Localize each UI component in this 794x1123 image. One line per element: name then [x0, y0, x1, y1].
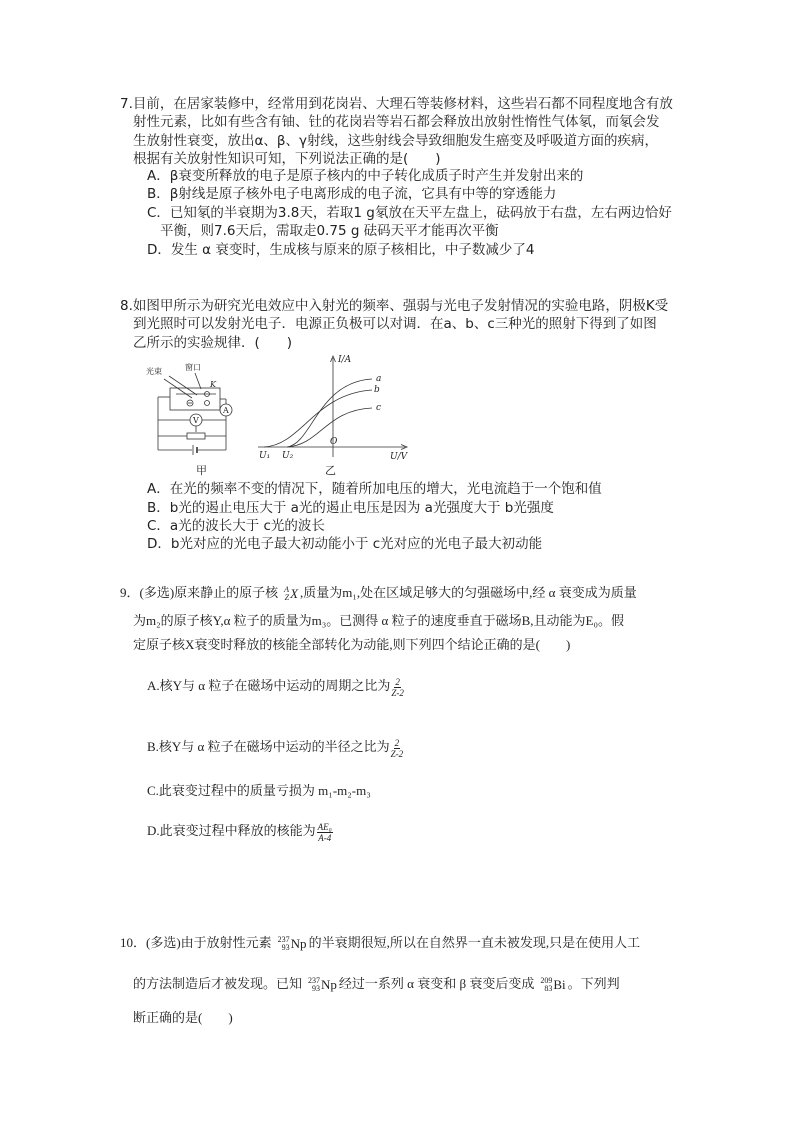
q10-stem-line [133, 974, 620, 995]
denominator: A-4 [318, 832, 332, 843]
option-text: D.此衰变过程中释放的核能为 [147, 823, 316, 838]
q7-option-c-continued: 平衡，则7.6天后，需取走0.75 g 砝码天平才能再次平衡 [160, 223, 499, 239]
fraction [317, 822, 333, 843]
rheostat [187, 433, 205, 439]
nuclide-x [284, 584, 298, 604]
atomic-number: 93 [281, 943, 290, 953]
q8-option-d: D．b光对应的光电子最大初动能小于 c光对应的光电子最大初动能 [147, 536, 543, 552]
numerator: 2 [394, 737, 400, 748]
nuclide-numbers [278, 936, 290, 952]
mass-number: 237 [308, 976, 321, 986]
origin-label: O [330, 437, 338, 447]
curve-c-label: c [376, 403, 382, 413]
fraction [391, 677, 404, 698]
option-text: B.核Y与 α 粒子在磁场中运动的半径之比为 [147, 739, 390, 754]
u2-label: U₂ [282, 451, 294, 461]
q8-figure [140, 352, 420, 480]
q9-stem-text: 9．(多选)原来静止的原子核 [120, 585, 279, 600]
q7-option-d: D．发生 α 衰变时，生成核与原来的原子核相比，中子数减少了4 [147, 242, 535, 258]
q9-option-c: C.此衰变过程中的质量亏损为 m₁-m₂-m₃ [147, 783, 371, 798]
q10-stem-line [120, 933, 640, 954]
q9-stem-text: ,质量为m₁,处在区域足够大的匀强磁场中,经 α 衰变成为质量 [300, 585, 637, 600]
anode-electrode [205, 401, 210, 406]
q7-stem-line: 生放射性衰变，放出α、β、γ射线，这些射线会导致细胞发生癌变及呼吸道方面的疾病， [133, 133, 659, 149]
option-text: A.核Y与 α 粒子在磁场中运动的周期之比为 [147, 678, 391, 693]
curve-b-label: b [374, 385, 380, 395]
q7-option-c: C．已知氡的半衰期为3.8天，若取1 g氡放在天平左盘上，砝码放于右盘，左右两边恰好 [147, 205, 672, 221]
q9-stem-line [120, 583, 637, 604]
q9-option-d [147, 817, 333, 845]
atomic-number: 93 [312, 984, 321, 994]
q9-stem-line: 定原子核X衰变时释放的核能全部转化为动能,则下列四个结论正确的是( ) [133, 637, 571, 652]
q10-stem-text: 的方法制造后才被发现。已知 [133, 976, 303, 991]
window-pointer-line [195, 373, 201, 389]
q8-stem-line: 8.如图甲所示为研究光电效应中入射光的频率、强弱与光电子发射情况的实验电路，阴极K受 [120, 298, 669, 314]
photoelectric-circuit-diagram [158, 373, 232, 455]
numerator: AE₀ [317, 821, 332, 832]
denominator: Z-2 [390, 748, 404, 759]
q8-option-c: C．a光的波长大于 c光的波长 [147, 518, 325, 534]
mass-number: 237 [277, 935, 290, 945]
element-symbol: Bi [553, 977, 566, 993]
nuclide-np [278, 934, 307, 954]
nuclide-numbers [308, 977, 320, 993]
q7-option-b: B．β射线是原子核外电子电离形成的电子流，它具有中等的穿透能力 [147, 186, 557, 202]
q7-option-a: A．β衰变所释放的电子是原子核内的中子转化成质子时产生并发射出来的 [147, 168, 584, 184]
fraction [391, 738, 404, 759]
q8-option-a: A．在光的频率不变的情况下，随着所加电压的增大，光电流趋于一个饱和值 [147, 481, 602, 497]
q8-option-b: B．b光的遏止电压大于 a光的遏止电压是因为 a光强度大于 b光强度 [147, 500, 554, 516]
atomic-number: 83 [544, 984, 553, 994]
curve-a-label: a [376, 374, 382, 384]
window-label: 窗口 [185, 363, 201, 372]
cathode-label: K [210, 380, 216, 389]
u1-label: U₁ [259, 451, 271, 461]
curve-b [264, 390, 372, 447]
nuclide-numbers [540, 977, 552, 993]
ammeter-label: A [223, 406, 229, 415]
numerator: 2 [395, 676, 400, 687]
mass-number: 209 [540, 976, 553, 986]
y-axis-label: I/A [338, 355, 352, 365]
figure-caption-jia: 甲 [196, 464, 207, 477]
element-symbol: Np [321, 977, 337, 993]
voltmeter-label: V [193, 416, 199, 425]
q8-stem-line: 到光照时可以发射光电子．电源正负极可以对调．在a、b、c三种光的照射下得到了如图 [133, 316, 657, 332]
element-symbol: X [290, 586, 299, 602]
nuclide-numbers [284, 586, 289, 602]
atomic-number: Z [284, 593, 290, 603]
q8-stem-line: 乙所示的实验规律．( ) [133, 335, 293, 351]
x-axis-label: U/V [390, 452, 408, 462]
q9-option-b [147, 733, 403, 761]
q10-stem-text: 。下列判 [567, 976, 620, 991]
figure-caption-yi: 乙 [325, 464, 336, 477]
nuclide-bi [540, 975, 565, 995]
q10-stem-text: 10．(多选)由于放射性元素 [120, 935, 272, 950]
element-symbol: Np [290, 936, 307, 952]
phototube [170, 388, 220, 410]
q7-stem-line: 射性元素，比如有些含有铀、钍的花岗岩等岩石都会释放出放射性惰性气体氡，而氡会发 [133, 114, 660, 130]
q7-stem-line: 7.目前，在居家装修中，经常用到花岗岩、大理石等装修材料，这些岩石都不同程度地含有放 [120, 96, 673, 112]
light-beam-label: 光束 [146, 367, 162, 376]
q10-stem-line: 断正确的是( ) [133, 1010, 233, 1025]
denominator: Z-2 [391, 687, 404, 698]
q9-option-a [147, 672, 404, 700]
q10-stem-text: 经过一系列 α 衰变和 β 衰变后变成 [338, 976, 535, 991]
mass-number: A [284, 585, 290, 595]
q7-stem-line: 根据有关放射性知识可知，下列说法正确的是( ) [133, 151, 441, 167]
q10-stem-text: 的半衰期很短,所以在自然界一直未被发现,只是在使用人工 [308, 935, 641, 950]
q9-stem-line: 为m₂的原子核Y,α 粒子的质量为m₃。已测得 α 粒子的速度垂直于磁场B,且动能为E₀。假 [133, 613, 625, 628]
nuclide-np [308, 975, 337, 995]
